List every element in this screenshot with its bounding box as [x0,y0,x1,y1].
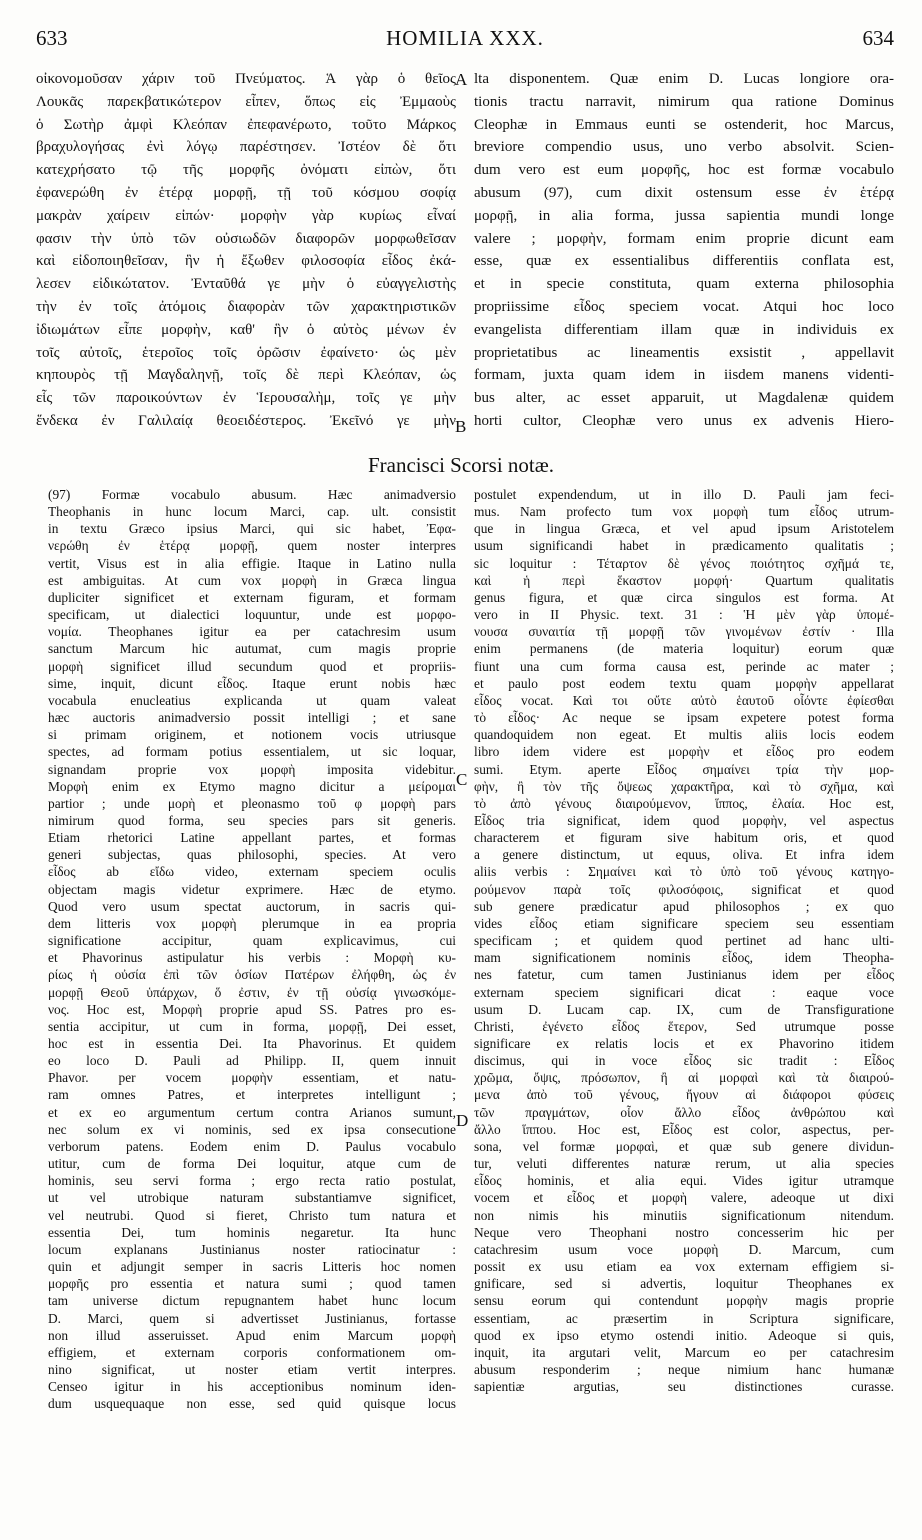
latin-text-line: μορφῇ, in alia forma, jussa sapientia mundi longe [474,207,894,224]
note-line: characterem et figuram sive habitum oris, et quod [474,830,894,846]
greek-text-line: βραχυλογήσας ἐνὶ λόγῳ παρέστησεν. Ἰστέον δὲ ὅτι [36,139,456,156]
note-line: usum significandi habet in prædicamento qualitatis ; [474,538,894,554]
note-line: ρίως ἡ οὐσία ἐπὶ τῶν ὁσίων Πατέρων ἐλήφθη, ὡς ἐν [48,967,456,983]
note-line: signandam proprie vox μορφὴ imposita videbitur. [48,761,456,777]
greek-text-line: μακρὰν χαίρειν εἰπών· μορφὴν γὰρ κυρίως εἶναί [36,207,456,224]
note-line: εἶδος vocat. Καὶ τοι οὔτε αὐτὸ ἑαυτοῦ οἷόντε ἐφίεσθαι [474,692,894,708]
note-line: discimus, qui in voce εἶδος sic tradit : Εἶδος [474,1053,894,1069]
greek-text-line: τοῖς αὐτοῖς, ἑτεροῖος τοῖς ὁρῶσιν ἐφαίνετο· ὡς μὲν [36,344,456,361]
latin-text-line: proprietatibus ac lineamentis exsistit , appellavit [474,344,894,361]
greek-text-line: καὶ εἰδοποιηθεῖσαν, ἣν ἡ ἔξωθεν φιλοσοφία εἶδος ἐκά- [36,253,456,270]
note-line: φὴν, ἢ τὸν τῆς ὄψεως χαρακτῆρα, καὶ τὸ σχῆμα, καὶ [474,778,894,794]
latin-text-line: esse, quæ ex essentialibus differentiis conflata est, [474,253,894,270]
running-header [36,26,894,52]
greek-text-line: λεσεν εἰδικώτατον. Ἐνταῦθά γε μὴν ὁ εὐαγγελιστὴς [36,276,456,293]
note-line: vocem et εἶδος et μορφὴ valere, adeoque ut dixi [474,1190,894,1206]
note-line: (97) Formæ vocabulo abusum. Hæc animadversio [48,487,456,502]
section-marker-c: C [456,770,468,789]
note-line: significare ex relatis locis et ex Phavorino itidem [474,1036,894,1051]
note-line: verborum patens. Eodem enim D. Paulus vocabulo [48,1138,456,1154]
note-line: μενα ἀπὸ τοῦ γένους, ἤγουν αἱ διάφοροι φύσεις [474,1087,894,1103]
note-line: νομία. Theophanes igitur ea per catachresim usum [48,624,456,640]
note-line: utitur, cum de forma Dei loquitur, atque cum de [48,1156,456,1172]
note-line: genus figura, et quæ circa singulos est forma. At [474,589,894,605]
note-line: possit ex usu etiam ea vox externam effigiem si- [474,1259,894,1275]
note-line: objectam magis videtur exprimere. Hæc de etymo. [48,881,456,897]
note-line: νερώθη ἐν ἑτέρᾳ μορφῇ, quem noster interpres [48,538,456,554]
note-line: sentia accipitur, ut cum in forma, μορφῇ, Dei esset, [48,1018,456,1034]
greek-text-line: ἐφανερώθη ἐν ἑτέρᾳ μορφῇ, τῇ τοῦ κόσμου σοφίᾳ [36,184,456,201]
note-line: hæc auctoris animadversio possit intelligi ; et sane [48,710,456,726]
note-line: τῶν πραγμάτων, οἷον ἄλλο εἶδος ἀνθρώπου καὶ [474,1104,894,1120]
latin-text-line: horti cultor, Cleophæ vero unus ex advenis Hiero- [474,412,894,429]
latin-text-line: formam, juxta quam idem in iisdem manens videnti- [474,367,894,384]
latin-text-line: evangelista differentiam illam quæ in individuis ex [474,321,894,338]
notes-heading: Francisci Scorsi notæ. [367,453,555,477]
note-line: in textu Græco ipsius Marci, qui sic habet, Ἐφα- [48,521,456,537]
note-line: usum D. Lucam cap. IX, cum de Transfiguratione [474,1001,894,1017]
note-line: quandoquidem non egeat. Et multis aliis locis eodem [474,727,894,743]
note-line: specificam ; et quidem quod pertinet ad hanc ulti- [474,933,894,949]
note-line: et paulo post eodem textu quam μορφὴν appellarat [474,675,894,691]
note-line: vero in II Physic. text. 31 : Ἡ μὲν γὰρ ὑπομέ- [474,607,894,623]
greek-text-line: ὁ Σωτὴρ ἀμφὶ Κλεόπαν ἐπεφανέρωτο, τοῦτο Μάρκος [36,116,456,133]
note-line: generi subjectas, quas philosophi, species. At vero [48,847,456,863]
note-line: sime, inquit, dicunt εἶδος. Itaque erunt nobis hæc [48,675,456,691]
note-line: nes fatetur, cum tamen Justinianus idem per εἶδος [474,967,894,983]
note-line: tur, veluti differentes naturæ rerum, ut alia species [474,1156,894,1172]
note-line: vocabula enucleatius explicanda ut quam valeat [48,692,456,708]
note-line: significatione accipitur, quam explicavimus, cui [48,933,456,949]
note-line: Censeo igitur in his acceptionibus nominum iden- [48,1379,456,1395]
note-line: partior ; unde μορὴ et pleonasmo τοῦ φ μορφὴ pars [48,795,456,811]
note-line: gnificare, sed si advertis, loquitur Theophanes ex [474,1276,894,1292]
note-line: tam universe dictum repugnantem habet hunc locum [48,1293,456,1309]
note-line: τὸ ἀπὸ γένους διαιρούμενον, ἵππος, ἐλαία. Hoc est, [474,795,894,811]
note-line: non illud asseruisset. Apud enim Marcum μορφὴ [48,1327,456,1343]
note-line: a genere distinctum, ut equus, oliva. Et infra idem [474,847,894,863]
note-line: καὶ ἡ περὶ ἕκαστον μορφή· Quartum qualitatis [474,572,894,588]
section-marker-d: D [456,1111,469,1130]
latin-text-line: et in specie constituta, quam externa philosophia [474,276,894,293]
note-line: Μορφὴ enim ex Etymo magno dicitur a μείρομαι [48,778,456,794]
note-line: effigiem, et externam corporis conformationem om- [48,1344,456,1360]
note-line: catachresim usum voce μορφὴ D. Marcum, cum [474,1241,894,1257]
note-line: ἄλλο ἵππου. Hoc est, Εἶδος est color, aspectus, per- [474,1121,894,1137]
note-line: sumi. Etym. aperte Εἶδος σημαίνει τρία τὴν μορ- [474,761,894,777]
note-line: sensu eorum qui contendunt μορφὴν magis proprie [474,1293,894,1309]
note-line: Εἶδος tria significat, idem quod μορφὴν, vel aspectus [474,812,894,828]
note-line: ram omnes Patres, et interpretes intelligunt ; [48,1087,456,1103]
note-line: sanctum Marcum hic autumat, cum magis proprie [48,641,456,657]
note-line: quin et adjungit semper in sacris Litteris hoc nomen [48,1259,456,1275]
latin-text-line: valere ; μορφὴν, formam enim proprie dicunt eam [474,230,894,247]
note-line: μορφῇ Θεοῦ ὑπάρχων, ὅ ἐστιν, ἐν τῇ οὐσίᾳ γινωσκόμε- [48,984,456,1000]
note-line: et ex eo argumentum certum contra Arianos sumunt, [48,1104,456,1120]
note-line: locum explanans Justinianus noster ratiocinatur : [48,1241,456,1257]
greek-text-line: φασιν τὴν ὑπὸ τῶν οὐσιωδῶν διαφορῶν μορφωθεῖσαν [36,230,456,247]
notes-left-column [48,486,456,1412]
latin-text-line: bus alter, ac esset apparuit, ut Magdalenæ quidem [474,390,894,407]
note-line: μορφῆς pro essentia et natura sumi ; quod tamen [48,1276,456,1292]
note-line: fiunt una cum forma causa est, perinde ac mater ; [474,658,894,674]
note-line: D. Marci, quem si advertisset Justinianus, fortasse [48,1310,456,1326]
note-line: νουσα συναιτία τῇ μορφῇ τῶν γινομένων ἐστίν · Illa [474,624,894,640]
note-line: mam significationem nominis εἶδος, idem Theopha- [474,950,894,966]
note-line: nec solum ex vi nominis, sed ex ipsa consecutione [48,1121,456,1137]
note-line: est ambiguitas. At cum vox μορφὴ in Græca lingua [48,572,456,588]
latin-text-line: Cleophæ in Emmaus eunti se ostenderit, hoc Marcus, [474,116,894,133]
greek-text-line: Λουκᾶς παρεκβατικώτερον εἶπεν, ὅπως εἰς Ἐμμαοὺς [36,93,456,110]
note-line: quod ex ipso etymo ostendi initio. Adeoque si quis, [474,1327,894,1343]
note-line: non nimis his minutiis significationum nitendum. [474,1207,894,1223]
note-line: essentiam, ac præsertim in Scriptura significare, [474,1310,894,1326]
note-line: νος. Hoc est, Μορφὴ proprie apud SS. Patres pro es- [48,1001,456,1017]
note-line: sona, vel formæ μορφαὶ, et quæ sub genere dividun- [474,1138,894,1154]
note-line: vertit, Visus est in alia effigie. Itaque in Latino nulla [48,555,456,571]
note-line: mus. Nam profecto tum vox μορφὴ tum εἶδος utrum- [474,504,894,520]
note-line: inquit, ita argutari velit, Marcum eo per catachresim [474,1344,894,1360]
note-line: sub genere prædicatur apud philosophos ; ex quo [474,898,894,914]
note-line: sapientiæ argutias, seu distinctiones curasse. [474,1379,894,1395]
note-line: sic loquitur : Τέταρτον δὲ γένος ποιότητος σχῆμά τε, [474,555,894,571]
note-line: que in lingua Græca, et vel apud ipsum Aristotelem [474,521,894,537]
note-line: μορφὴ significet illud secundum quod et propriis- [48,658,456,674]
page-number-left: 633 [36,26,68,50]
page-number-right: 634 [862,26,894,50]
note-line: εἶδος ab εἴδω video, externam speciem oculis [48,864,456,880]
note-line: hoc est in essentia Dei. Ita Phavorinus. Et quidem [48,1036,456,1051]
greek-text-line: κηπουρὸς τῇ Μαγδαληνῇ, τοῖς δὲ περὶ Κλεόπαν, ὡς [36,367,456,384]
note-line: essentia Dei, tum hominis negaretur. Ita hunc [48,1224,456,1240]
note-line: χρῶμα, ὄψις, πρόσωπον, ἢ αἱ μορφαὶ καὶ τὰ διαιρού- [474,1070,894,1086]
note-line: Phavor. per vocem μορφὴν essentiam, et natu- [48,1070,456,1086]
note-line: nino significat, ut noster etiam vertit interpres. [48,1361,456,1377]
note-line: dem litteris vox μορφὴ plerumque in ea propria [48,915,456,931]
latin-text-line: propriissime εἶδος speciem vocat. Atqui hoc loco [474,298,894,315]
note-line: enim permanens (de materia loquitur) eorum quæ [474,641,894,657]
note-line: Quod vero usum spectat auctorum, in sacris qui- [48,898,456,914]
greek-text-line: κατεχρήσατο τῷ τῆς μορφῆς ὀνόματι εἰπὼν, ὅτι [36,162,456,179]
note-line: ρούμενον παρὰ τοῖς φιλοσόφοις, significat et quod [474,881,894,897]
note-line: nimirum quod forma, seu species pars sit generis. [48,812,456,828]
note-line: vel neutrubi. Quod si fieret, Christo tum natura et [48,1207,456,1223]
latin-text-line: tionis tractu narravit, nimirum qua ratione Dominus [474,93,894,110]
note-line: aliis verbis : Σημαίνει καὶ τὸ ὑπὸ τοῦ γένους κατηγο- [474,864,894,880]
greek-text-column [36,68,456,433]
note-line: Neque vero Theophani nostro concesserim hic per [474,1224,894,1240]
running-title: HOMILIA XXX. [386,26,544,50]
greek-text-line: ἕνδεκα ἐν Γαλιλαίᾳ θεοειδέστερος. Ἐκεῖνό γε μὴν [36,412,456,429]
note-line: si primam originem, et notionem vocis utriusque [48,727,456,743]
notes-right-column [474,486,894,1395]
greek-text-line: οἰκονομοῦσαν χάριν τοῦ Πνεύματος. Ἁ γὰρ ὁ θεῖος [36,71,456,87]
note-line: ut vel utrobique naturam substantiamve significet, [48,1190,456,1206]
note-line: Etiam rhetorici Latine appellant partes, et formas [48,830,456,846]
latin-translation-column [474,68,894,433]
latin-text-line: dum vero est eum μορφῆς, hoc est formæ vocabulo [474,162,894,179]
section-marker-a: A [455,70,468,89]
note-line: dupliciter significet et externam figuram, et formam [48,589,456,605]
note-line: postulet expendendum, ut in illo D. Pauli jam feci- [474,487,894,502]
latin-text-line: lta disponentem. Quæ enim D. Lucas longiore ora- [474,71,894,87]
note-line: libro idem videre est μορφὴν et εἶδος pro eodem [474,744,894,760]
greek-text-line: τὴν ἐν τοῖς ἀτόμοις διαφορὰν τῶν χαρακτηριστικῶν [36,298,456,315]
section-marker-b: B [455,417,467,436]
note-line: vides εἶδος etiam significare speciem seu essentiam [474,915,894,931]
note-line: Theophanis in hunc locum Marci, cap. ult. consistit [48,504,456,520]
greek-text-line: εἷς τῶν παροικούντων ἐν Ἱερουσαλὴμ, τοῖς γε μὴν [36,390,456,407]
note-line: dum usquequaque non esse, sed quid quisque locus [48,1396,456,1412]
latin-text-line: abusum (97), cum dixit ostensum esse ἐν ἑτέρᾳ [474,184,894,201]
note-line: externam speciem significari dicat : eaque voce [474,984,894,1000]
note-line: specificam, ut dialectici loquuntur, unde est μορφο- [48,607,456,623]
note-line: abusum responderim ; neque nimium hanc humanæ [474,1361,894,1377]
note-line: τὸ εἶδος· Ac neque se ipsam expetere potest forma [474,710,894,726]
note-line: hominis, seu servi forma ; ergo recta ratio postulat, [48,1173,456,1189]
greek-text-line: ἰδιωμάτων εἶπε μορφὴν, καθ' ἣν ὁ αὐτὸς μένων ἐν [36,321,456,338]
note-line: εἶδος hominis, et alia equi. Vides igitur utramque [474,1173,894,1189]
note-line: et Phavorinus astipulatur his verbis : Μορφὴ κυ- [48,950,456,966]
latin-text-line: breviore compendio usus, uno verbo absolvit. Scien- [474,139,894,156]
note-line: eo loco D. Pauli ad Philipp. II, quem innuit [48,1053,456,1069]
note-line: Christi, ἐγένετο εἶδος ἕτερον, Sed utrumque posse [474,1018,894,1034]
note-line: spectes, ad formam potius essentialem, ut sic loquar, [48,744,456,760]
